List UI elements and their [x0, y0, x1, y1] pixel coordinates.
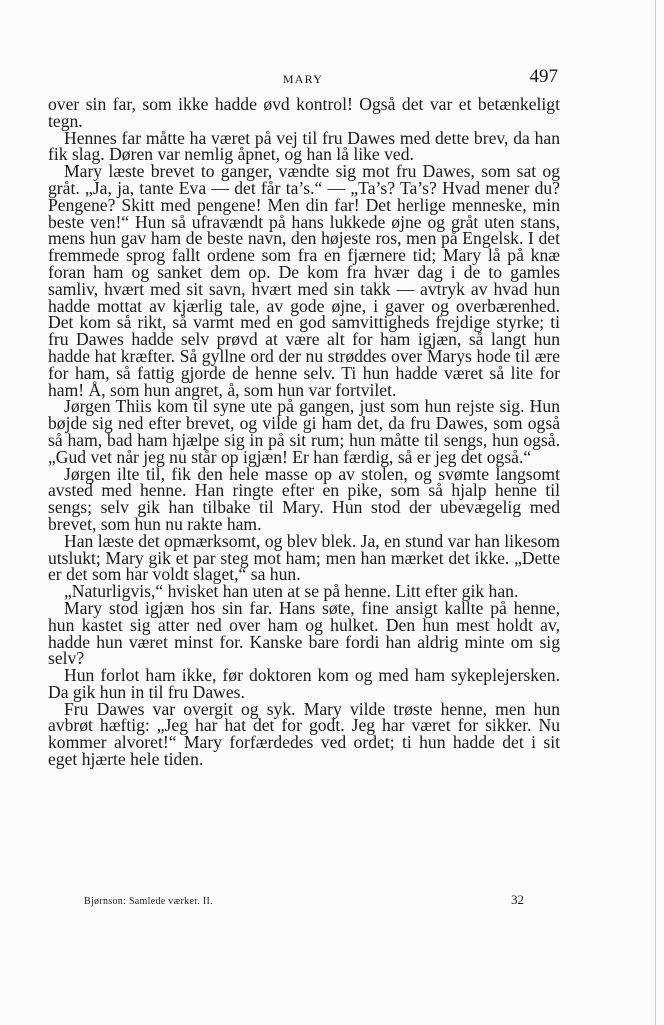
paragraph: Hun forlot ham ikke, før doktoren kom og med ham sykeplejersken. Da gik hun in til fru Dawes. — [48, 665, 560, 702]
paragraph: Jørgen ilte til, fik den hele masse op av stolen, og svømte langsomt avsted med henne. Han ringte efter en pike, som så hjalp henne til sengs; selv gik han tilbake til Mary. Hun stod der ubevægelig med brevet, som hun nu rakte ham. — [48, 463, 560, 534]
page-number: 497 — [529, 66, 558, 87]
printer-signature: Bjørnson: Samlede værker. II. — [84, 896, 213, 907]
running-head: MARY — [282, 72, 324, 86]
paragraph: over sin far, som ikke hadde øvd kontrol! Også det var et betænkeligt tegn. — [48, 94, 560, 131]
paragraph: Fru Dawes var overgit og syk. Mary vilde trøste henne, men hun avbrøt hæftig: „Jeg har hat det for godt. Jeg har været for sikker. Nu kommer alvoret!“ Mary forfærdedes ved ordet; ti hun hadde det i sit eget hjærte hele tiden. — [48, 698, 560, 770]
paragraph: Jørgen Thiis kom til syne ute på gangen, just som hun rejste sig. Hun bøjde sig ned efter brevet, og vilde gi ham det, da fru Dawes, som også så ham, bad ham hjælpe sig in på sit rum; hun måtte til sengs, hun også. „Gud vet når jeg nu står op igjæn! Er han færdig, så er jeg det også.“ — [48, 396, 560, 467]
paragraph: „Naturligvis,“ hvisket han uten at se på henne. Litt efter gik han. — [64, 581, 519, 602]
sheet-number: 32 — [511, 892, 524, 907]
paragraph: Mary læste brevet to ganger, vændte sig mot fru Dawes, som sat og gråt. „Ja, ja, tante Eva — det får ta’s.“ — „Ta’s? Ta’s? Hvad mener du? Pengene? Skitt med pengene! Men din far! Det herlige menneske, min beste ven!“ Hun så ufravændt på hans lukkede øjne og gråt uten stans, mens hun gav ham de beste navn, den højeste ros, men på Engelsk. I det fremmede sprog fallt ordene som fra en fjærnere tid; Mary lå på knæ foran ham og sanket dem op. De kom fra hvær dag i de to gamles samliv, hvært med sit savn, hvært med sin takk — avtryk av hvad hun hadde mottat av kjærlig tale, av gode øjne, i gaver og overbærenhed. Det kom så rikt, så varmt med en god samvittigheds frejdige styrke; ti fru Dawes hadde selv prøvd at være alt for ham igjæn, så langt hun hadde hat kræfter. Så gyllne ord der nu strøddes over Marys hode til ære for ham, så fattig gjorde de henne selv. Ti hun hadde været så lite for ham! Å, som hun angret, å, som hun var fortvilet. — [48, 161, 560, 400]
paragraph: Hennes far måtte ha været på vej til fru Dawes med dette brev, da han fik slag. Døren var nemlig åpnet, og han lå like ved. — [48, 127, 560, 165]
paragraph: Han læste det opmærksomt, og blev blek. Ja, en stund var han likesom utslukt; Mary gik et par steg mot ham; men han mærket det ikke. „Dette er det som har voldt slaget,“ sa hun. — [48, 530, 560, 585]
page-footer — [84, 892, 524, 912]
body-text — [48, 96, 560, 768]
paragraph: Mary stod igjæn hos sin far. Hans søte, fine ansigt kallte på henne, hun kastet sig atter ned over ham og hulket. Den hun mest holdt av, hadde hun været minst for. Kanske bare fordi han aldrig minte om sig selv? — [48, 597, 560, 669]
page-edge — [655, 0, 656, 1025]
page-header — [48, 66, 558, 90]
